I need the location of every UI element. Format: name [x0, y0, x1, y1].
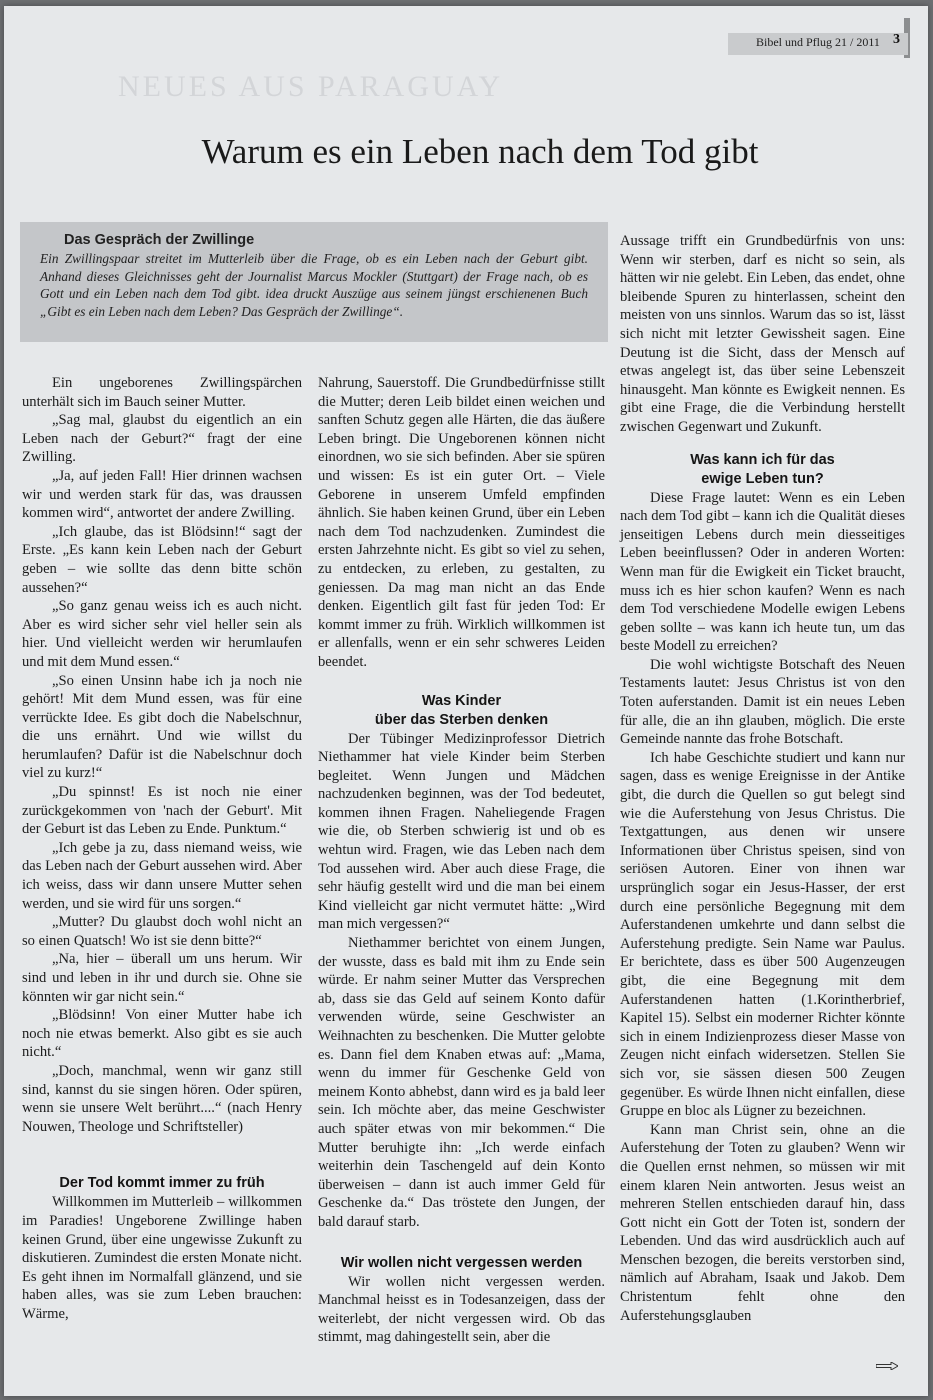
intro-box: [20, 222, 608, 342]
paragraph: „Mutter? Du glaubst doch wohl nicht an so einen Quatsch! Wo ist sie denn bitte?“: [22, 914, 302, 949]
paragraph: „Ich glaube, das ist Blödsinn!“ sagt der Erste. „Es kann kein Leben nach der Geburt geben – wie sollte das denn bitte schön aussehen?“: [22, 523, 302, 596]
paragraph: Willkommen im Mutterleib – willkommen im Paradies! Ungeborene Zwillinge haben keinen Grund, über eine ungewisse Zukunft zu diskutieren. Zumindest die ersten Monate nicht. Es geht ihnen im Normalfall glänzend, und sie haben alles, was sie zum Leben brauchen: Wärme,: [22, 1194, 302, 1322]
intro-heading: Das Gespräch der Zwillinge: [64, 232, 255, 248]
paragraph: Die wohl wichtigste Botschaft des Neuen Testaments lautet: Jesus Christus ist von den Toten auferstanden. Damit ist ein neues Leben für alle, die an ihn glauben, möglich. Die erste Gemeinde nannte das frohe Botschaft.: [620, 656, 905, 748]
section-heading-line-2: über das Sterben denken: [374, 711, 549, 728]
paragraph: Niethammer berichtet von einem Jungen, der wusste, dass es bald mit ihm zu Ende sein würde. Er nahm seiner Mutter das Versprechen ab, dass sie das Geld auf seinem Konto dafür verwenden würde, seine Geschwister an Weihnachten zu beschenken. Die Mutter gelobte es. Dann fiel dem Knaben etwas auf: „Mama, wenn du immer für Geschenke Geld von meinem Konto abhebst, dann wird es ja bald leer sein. Ich möchte aber, das meine Geschwister auch später etwas von mir bekommen.“ Die Mutter beruhigte ihn: „Ich werde einfach weiterhin dein Taschengeld auf dein Konto überweisen – dann ist auch immer Geld für Geschenke da.“ Das tröstete den Jungen, der bald darauf starb.: [318, 935, 605, 1230]
paragraph: Diese Frage lautet: Wenn es ein Leben nach dem Tod gibt – kann ich die Qualität dieses jenseitigen Lebens durch mein diesseitiges Leben beeinflussen? Oder in anderen Worten: Wenn man für die Ewigkeit ein Ticket braucht, muss ich es hier schon kaufen? Wenn es nach dem Tod verschiedene Modelle ewigen Lebens geben sollte – was kann ich heute tun, um das beste Modell zu erreichen?: [620, 489, 905, 655]
running-title: Bibel und Pflug 21 / 2011: [756, 35, 880, 49]
paragraph: „Blödsinn! Von einer Mutter habe ich noch nie etwas bemerkt. Also gibt es sie auch nicht.“: [22, 1007, 302, 1061]
paragraph: „So ganz genau weiss ich es auch nicht. Aber es wird sicher sehr viel heller sein als hier. Und vielleicht werden wir herumlaufen und mit dem Mund essen.“: [22, 598, 302, 670]
continue-arrow-icon: [876, 1362, 898, 1370]
paragraph: Kann man Christ sein, ohne an die Auferstehung der Toten zu glauben? Wenn wir die Quellen ernst nehmen, so müssen wir mit einem klaren Nein antworten. Jesus weist an mehreren Stellen entschieden darauf hin, dass Gott nicht ein Gott der Toten ist, sondern der Lebenden. Und das wird ausdrücklich auch auf Menschen bezogen, die bereits verstorben sind, nämlich auf Abraham, Isaak und Jakob. Dem Christentum fehlt ohne den Auferstehungsglauben: [620, 1121, 905, 1324]
section-heading-line-1: Was kann ich für das: [690, 451, 835, 468]
section-heading: Wir wollen nicht vergessen werden: [340, 1254, 583, 1271]
column-1: [22, 374, 302, 1324]
paragraph: „Du spinnst! Es ist noch nie einer zurückgekommen von 'nach der Geburt'. Mit der Geburt ist das Leben zu Ende. Punktum.“: [22, 784, 302, 838]
paragraph: Ein ungeborenes Zwillingspärchen unterhält sich im Bauch seiner Mutter.: [22, 375, 302, 410]
paragraph: „So einen Unsinn habe ich ja noch nie gehört! Mit dem Mund essen, was für eine verrückte Idee. Es gibt doch die Nabelschnur, die uns ernährt. Und wie willst du herumlaufen? Dafür ist die Nabelschnur doch viel zu kurz!“: [22, 672, 302, 782]
paragraph: „Sag mal, glaubst du eigentlich an ein Leben nach der Geburt?“ fragt der eine Zwilling.: [22, 412, 302, 466]
intro-text: Ein Zwillingspaar streitet im Mutterleib über die Frage, ob es ein Leben nach der Geburt gibt. Anhand dieses Gleichnisses geht der Journalist Marcus Mockler (Stuttgart) der Frage nach, ob es Gott und ein Leben nach dem Tod gibt. idea druckt Auszüge aus seinem jüngst erschienenen Buch „Gibt es ein Leben nach dem Leben? Das Gespräch der Zwillinge“.: [40, 251, 588, 319]
article-title: Warum es ein Leben nach dem Tod gibt: [201, 132, 759, 171]
paragraph: Aussage trifft ein Grundbedürfnis von uns: Wenn wir sterben, darf es nicht so sein, als hätten wir nie gelebt. Ein Leben, das endet, ohne bleibende Spuren zu hinterlassen, scheint den meisten von uns sinnlos. Warum das so ist, lässt sich nicht mit letzter Gewissheit sagen. Eine Deutung ist die Sicht, dass der Mensch auf etwas angelegt ist, das über seine Lebenszeit hinausgeht. Man könnte es Ewigkeit nennen. Es gibt eine Frage, die die Verbindung herstellt zwischen Gegenwart und Zukunft.: [620, 233, 905, 435]
paragraph: „Na, hier – überall um uns herum. Wir sind und leben in ihr und durch sie. Ohne sie könnten wir gar nicht sein.“: [22, 951, 302, 1005]
section-heading-line-2: ewige Leben tun?: [701, 470, 824, 487]
column-2: [318, 374, 605, 1347]
paragraph: Der Tübinger Medizinprofessor Dietrich Niethammer hat viele Kinder beim Sterben begleitet. Wenn Jungen und Mädchen nachzudenken beginnen, was der Tod bedeutet, kommen ihnen Fragen. Naheliegende Fragen wie die, ob Sterben schwierig ist und ob es wehtun wird. Fragen, wie das Leben nach dem Tod aussehen wird. Aber auch diese Frage, die sehr häufig gestellt wird und die man bei einem Kind vielleicht gar nicht vermutet hätte: „Wird man mich vergessen?“: [318, 730, 605, 933]
paragraph: Wir wollen nicht vergessen werden. Manchmal heisst es in Todesanzeigen, dass der weiterlebt, der nicht vergessen wird. Ob das stimmt, mag dahingestellt sein, aber die: [318, 1273, 605, 1346]
page-number: 3: [893, 32, 900, 47]
section-heading: Der Tod kommt immer zu früh: [59, 1175, 265, 1192]
paragraph: „Ja, auf jeden Fall! Hier drinnen wachsen wir und werden stark für das, was draussen kommen wird“, antwortet der andere Zwilling.: [22, 467, 302, 522]
paragraph: „Doch, manchmal, wenn wir ganz still sind, kannst du sie singen hören. Oder spüren, wenn sie unsere Welt berührt....“ (nach Henry Nouwen, Theologe und Schriftsteller): [22, 1062, 302, 1135]
paragraph: Ich habe Geschichte studiert und kann nur sagen, dass es wenige Ereignisse in der Antike gibt, die durch die Quellen so gut belegt sind wie die Auferstehung von Jesus Christus. Die Textgattungen, aus denen wir unsere Informationen über Christus speisen, sind von seriösen Autoren. Einer von ihnen war ursprünglich sogar ein Jesus-Hasser, der erst durch eine persönliche Begegnung mit dem Auferstandenen umkehrte und dann selbst die Auferstehung predigte. Sein Name war Paulus. Er berichtete, dass es über 500 Augenzeugen gibt, die eine Begegnung mit dem Auferstandenen hatten (1.Korintherbrief, Kapitel 15). Selbst ein moderner Richter könnte sich in einem Indizienprozess dieser Masse von Zeugen nicht einfach widersetzen. Stellen Sie sich vor, sie sässen diesen 500 Zeugen gegenüber. Es würde Ihnen nicht einfallen, diese Gruppe en bloc als Lügner zu bezeichnen.: [620, 749, 905, 1120]
show-through-heading: NEUES AUS PARAGUAY: [118, 70, 504, 103]
column-3: [620, 232, 905, 1325]
paragraph: Nahrung, Sauerstoff. Die Grundbedürfnisse stillt die Mutter; deren Leib bildet einen weichen und sanften Schutz gegen alle Härten, die das äußere Leben bringt. Die Ungeborenen können nicht einordnen, wo sie sich befinden. Aber sie spüren und wissen: Es ist ein guter Ort. – Viele Geborene in unserem Umfeld empfinden ähnlich. Sie haben keinen Grund, über ein Leben nach dem Tod nachzudenken. Zumindest die ersten Jahrzehnte nicht. Es gibt so viel zu sehen, zu entdecken, zu erleben, zu gestalten, zu geniessen. Da mag man nicht an das Ende denken. Eigentlich gilt fast für jeden Tod: Er kommt immer zu früh. Wirklich willkommen ist er allenfalls, wenn er ein sehr schweres Leiden beendet.: [318, 375, 605, 670]
paragraph: „Ich gebe ja zu, dass niemand weiss, wie das Leben nach der Geburt aussehen wird. Aber ich weiss, dass wir dann unsere Mutter sehen werden, und sie wird für uns sorgen.“: [22, 839, 302, 912]
section-heading-line-1: Was Kinder: [421, 692, 502, 709]
